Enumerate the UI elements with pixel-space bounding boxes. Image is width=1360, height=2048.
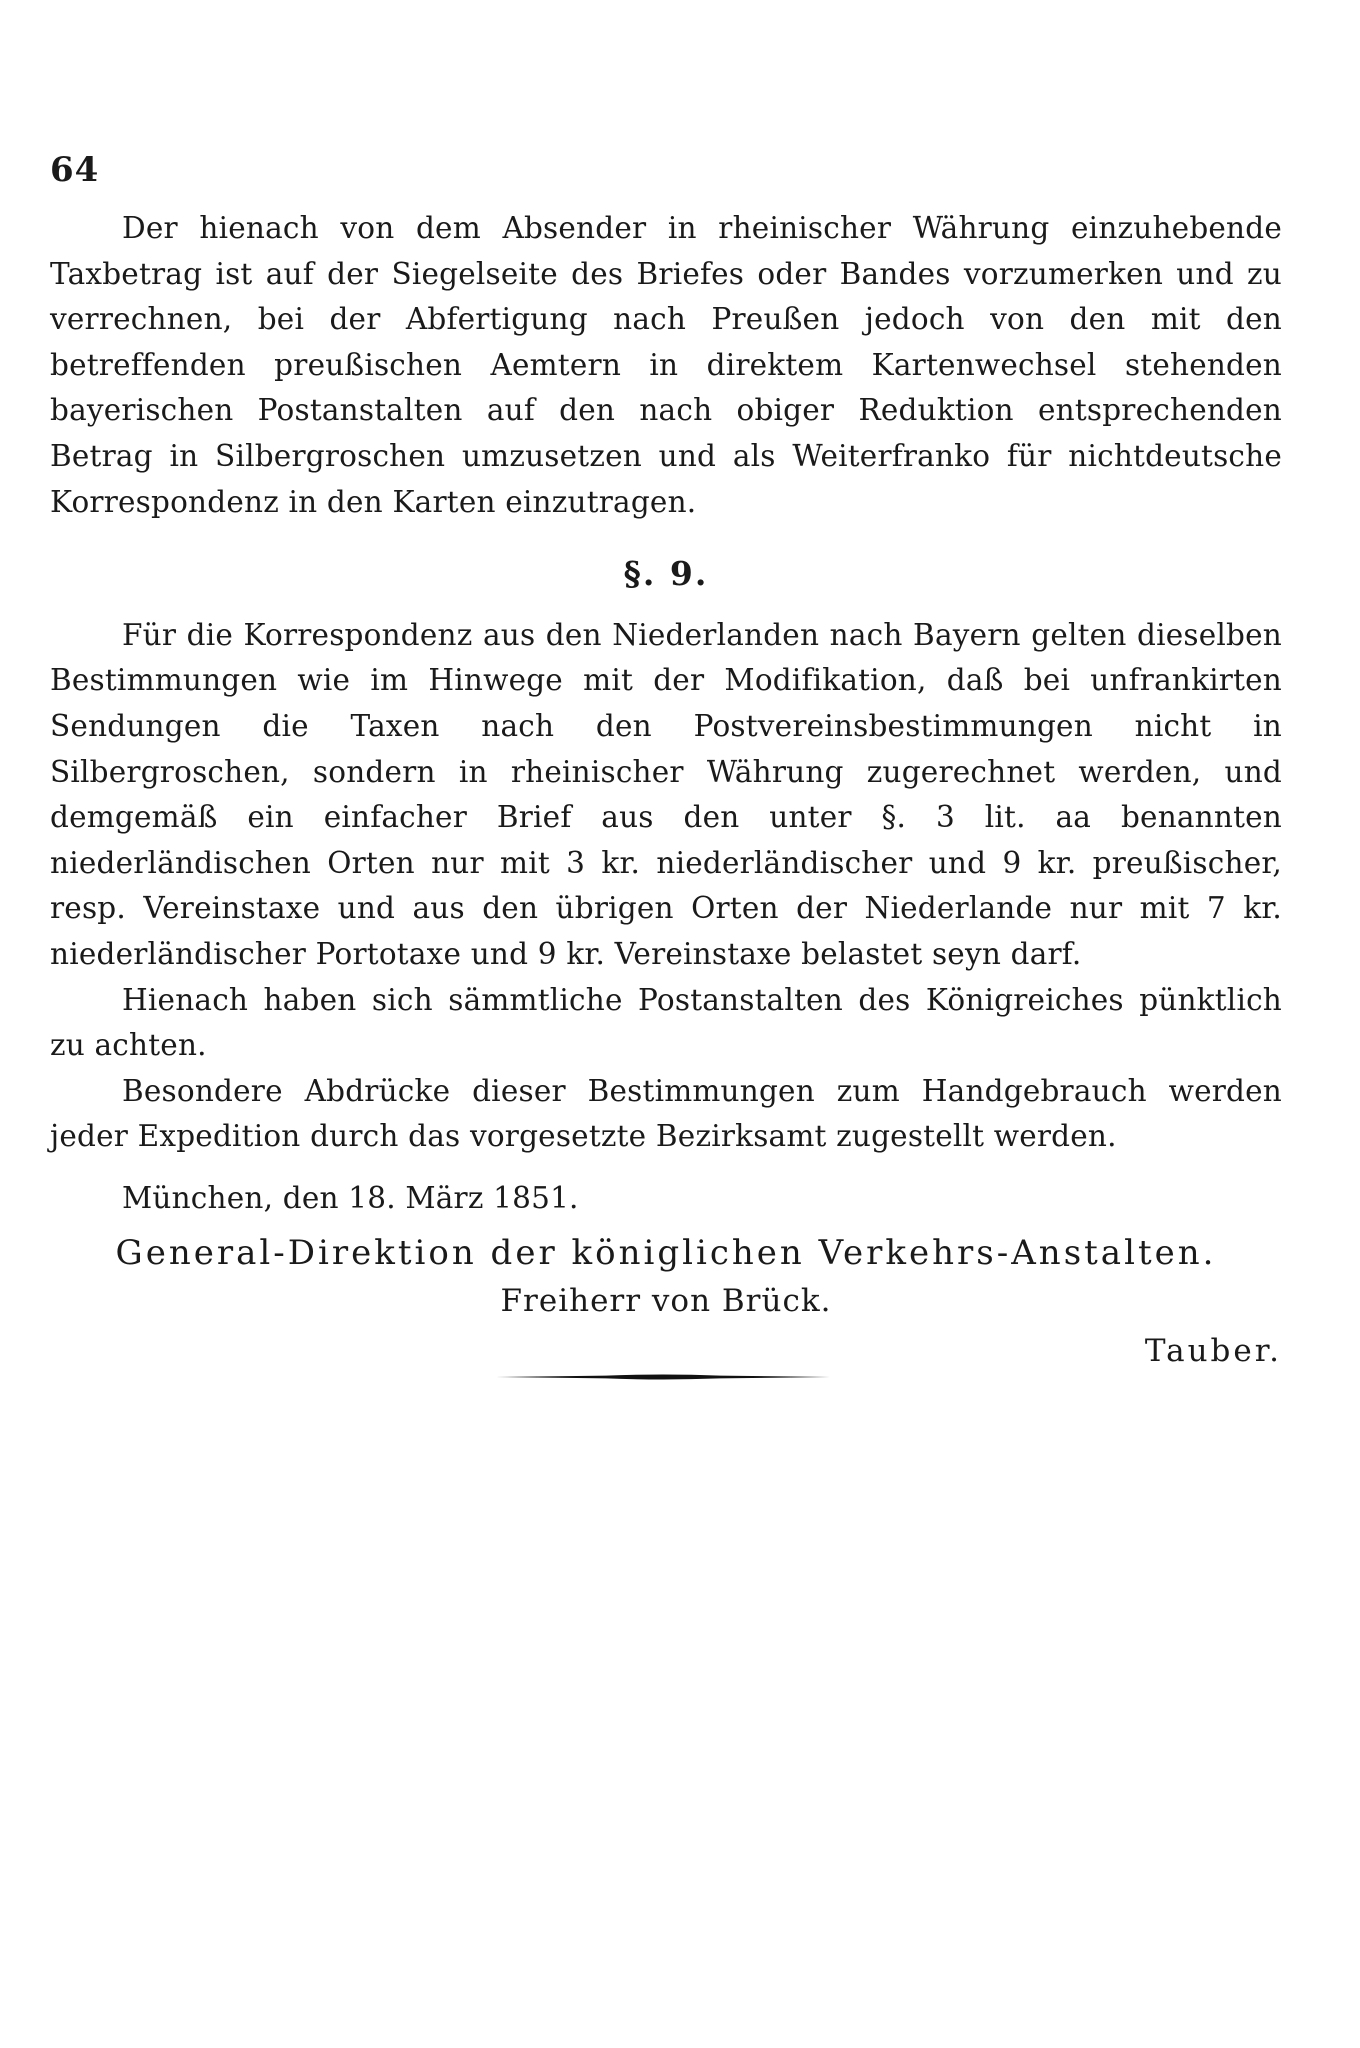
body-text [50,206,1282,1374]
signer-name: Freiherr von Brück. [500,1283,832,1320]
paragraph-postanstalten: Hienach haben sich sämmtliche Postanstalten des Königreiches pünktlich zu achten. [50,982,1282,1063]
page-number: 64 [50,150,100,190]
paragraph-taxbetrag: Der hienach von dem Absender in rheinischer Währung einzuhebende Taxbetrag ist auf der Siegelseite des Briefes oder Bandes vorzumerken und zu verrechnen, bei der Abfertigung nach Preußen jedoch von den mit den betreffenden preußischen Aemtern in direktem Kartenwechsel stehenden bayerischen Postanstalten auf den nach obiger Reduktion entsprechenden Betrag in Silbergroschen umzusetzen und als Weiterfranko für nichtdeutsche Korrespondenz in den Karten einzutragen. [50,211,1282,519]
issuer-line: General-Direktion der königlichen Verkehrs-Anstalten. [115,1233,1217,1274]
paragraph-abdruecke: Besondere Abdrücke dieser Bestimmungen zum Handgebrauch werden jeder Expedition durch das vorgesetzte Bezirksamt zugestellt werden. [50,1073,1282,1154]
date-line: München, den 18. März 1851. [122,1180,579,1215]
paragraph-niederlande: Für die Korrespondenz aus den Niederlanden nach Bayern gelten dieselben Bestimmungen wie im Hinwege mit der Modifikation, daß bei unfrankirten Sendungen die Taxen nach den Postvereinsbestimmungen nicht in Silbergroschen, sondern in rheinischer Währung zugerechnet werden, und demgemäß ein einfacher Brief aus den unter §. 3 lit. aa benannten niederländischen Orten nur mit 3 kr. niederländischer und 9 kr. preußischer, resp. Vereinstaxe und aus den übrigen Orten der Niederlande nur mit 7 kr. niederländischer Portotaxe und 9 kr. Vereinstaxe belastet seyn darf. [50,617,1282,971]
countersigner-name: Tauber. [1144,1332,1282,1369]
end-rule-divider [496,1372,830,1382]
section-heading: §. 9. [623,554,709,594]
document-page [50,0,1282,2048]
